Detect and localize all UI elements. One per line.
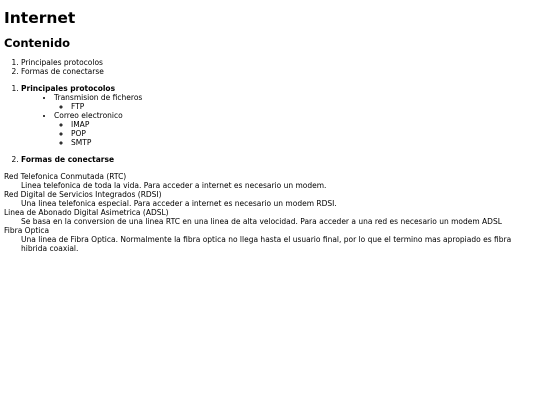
- section-connect: [21, 155, 536, 164]
- protocol-sublist: [54, 120, 536, 147]
- definition-desc-rdsi: Una linea telefonica especial. Para acceder a internet es necesario un modem RDSI.: [21, 199, 337, 208]
- protocol-list: [21, 93, 536, 147]
- protocol-sublist: [54, 102, 536, 111]
- protocol-item-label: Correo electronico: [54, 111, 123, 120]
- section-protocols: [21, 84, 536, 147]
- section-protocols-title: Principales protocolos: [21, 84, 116, 93]
- toc-item-connect: 2. Formas de conectarse: [21, 67, 536, 76]
- protocol-subitem-pop: ◦ POP: [71, 129, 536, 138]
- protocol-item-file-transfer: [54, 93, 536, 111]
- definition-term-rdsi: Red Digital de Servicios Integrados (RDSI): [4, 190, 162, 199]
- protocol-subitem-ftp: ◦ FTP: [71, 102, 536, 111]
- table-of-contents: [4, 58, 536, 76]
- definition-term-adsl: Linea de Abonado Digital Asimetrica (ADSL): [4, 208, 169, 217]
- contents-heading: Contenido: [4, 36, 71, 50]
- connection-definitions: [4, 172, 536, 253]
- protocol-item-email: [54, 111, 536, 147]
- sections-list: [4, 84, 536, 164]
- document: [0, 9, 540, 253]
- definition-desc-fibra: Una linea de Fibra Optica. Normalmente la fibra optica no llega hasta el usuario final, por lo que el termino mas apropiado es fibra hibrida coaxial.: [21, 235, 512, 253]
- definition-term-rtc: Red Telefonica Conmutada (RTC): [4, 172, 127, 181]
- definition-term-fibra: Fibra Optica: [4, 226, 50, 235]
- definition-desc-adsl: Se basa en la conversion de una linea RTC en una linea de alta velocidad. Para acceder a una red es necesario un modem ADSL: [21, 217, 502, 226]
- definition-desc-rtc: Linea telefonica de toda la vida. Para acceder a internet es necesario un modem.: [21, 181, 327, 190]
- protocol-subitem-smtp: ◦ SMTP: [71, 138, 536, 147]
- protocol-subitem-imap: ◦ IMAP: [71, 120, 536, 129]
- protocol-item-label: Transmision de ficheros: [54, 93, 143, 102]
- page-title: Internet: [4, 9, 76, 27]
- section-connect-title: Formas de conectarse: [21, 155, 115, 164]
- toc-item-protocols: 1. Principales protocolos: [21, 58, 536, 67]
